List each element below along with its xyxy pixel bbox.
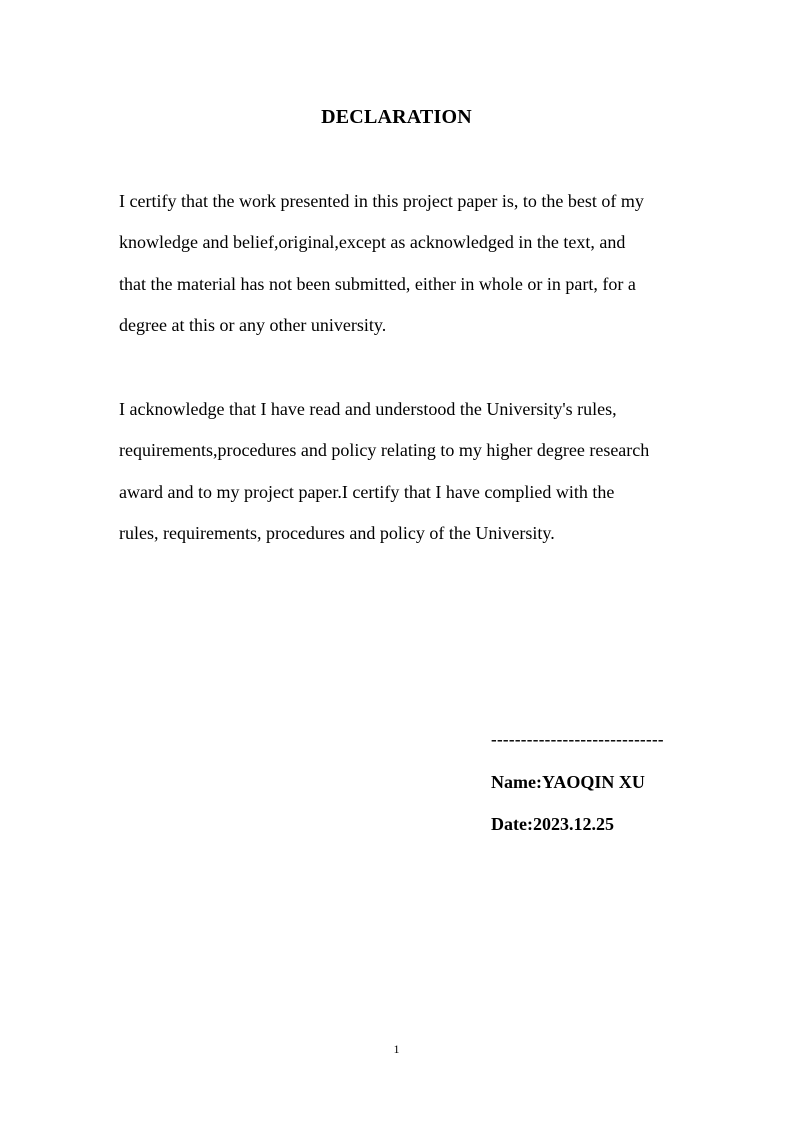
page-number: 1 — [393, 1042, 400, 1056]
paragraph-line: award and to my project paper.I certify that I have complied with the — [119, 482, 615, 502]
signature-line: ----------------------------- — [491, 730, 664, 749]
paragraph-line: I certify that the work presented in this project paper is, to the best of my — [119, 191, 644, 211]
document-title: DECLARATION — [321, 106, 472, 128]
signatory-name: Name:YAOQIN XU — [491, 772, 645, 792]
paragraph-line: I acknowledge that I have read and understood the University's rules, — [119, 399, 617, 419]
paragraph-line: that the material has not been submitted, either in whole or in part, for a — [119, 274, 636, 294]
paragraph-line: knowledge and belief,original,except as acknowledged in the text, and — [119, 232, 626, 252]
paragraph-line: requirements,procedures and policy relating to my higher degree research — [119, 440, 650, 460]
paragraph-line: rules, requirements, procedures and policy of the University. — [119, 523, 555, 543]
signature-date: Date:2023.12.25 — [491, 814, 614, 834]
paragraph-line: degree at this or any other university. — [119, 315, 387, 335]
